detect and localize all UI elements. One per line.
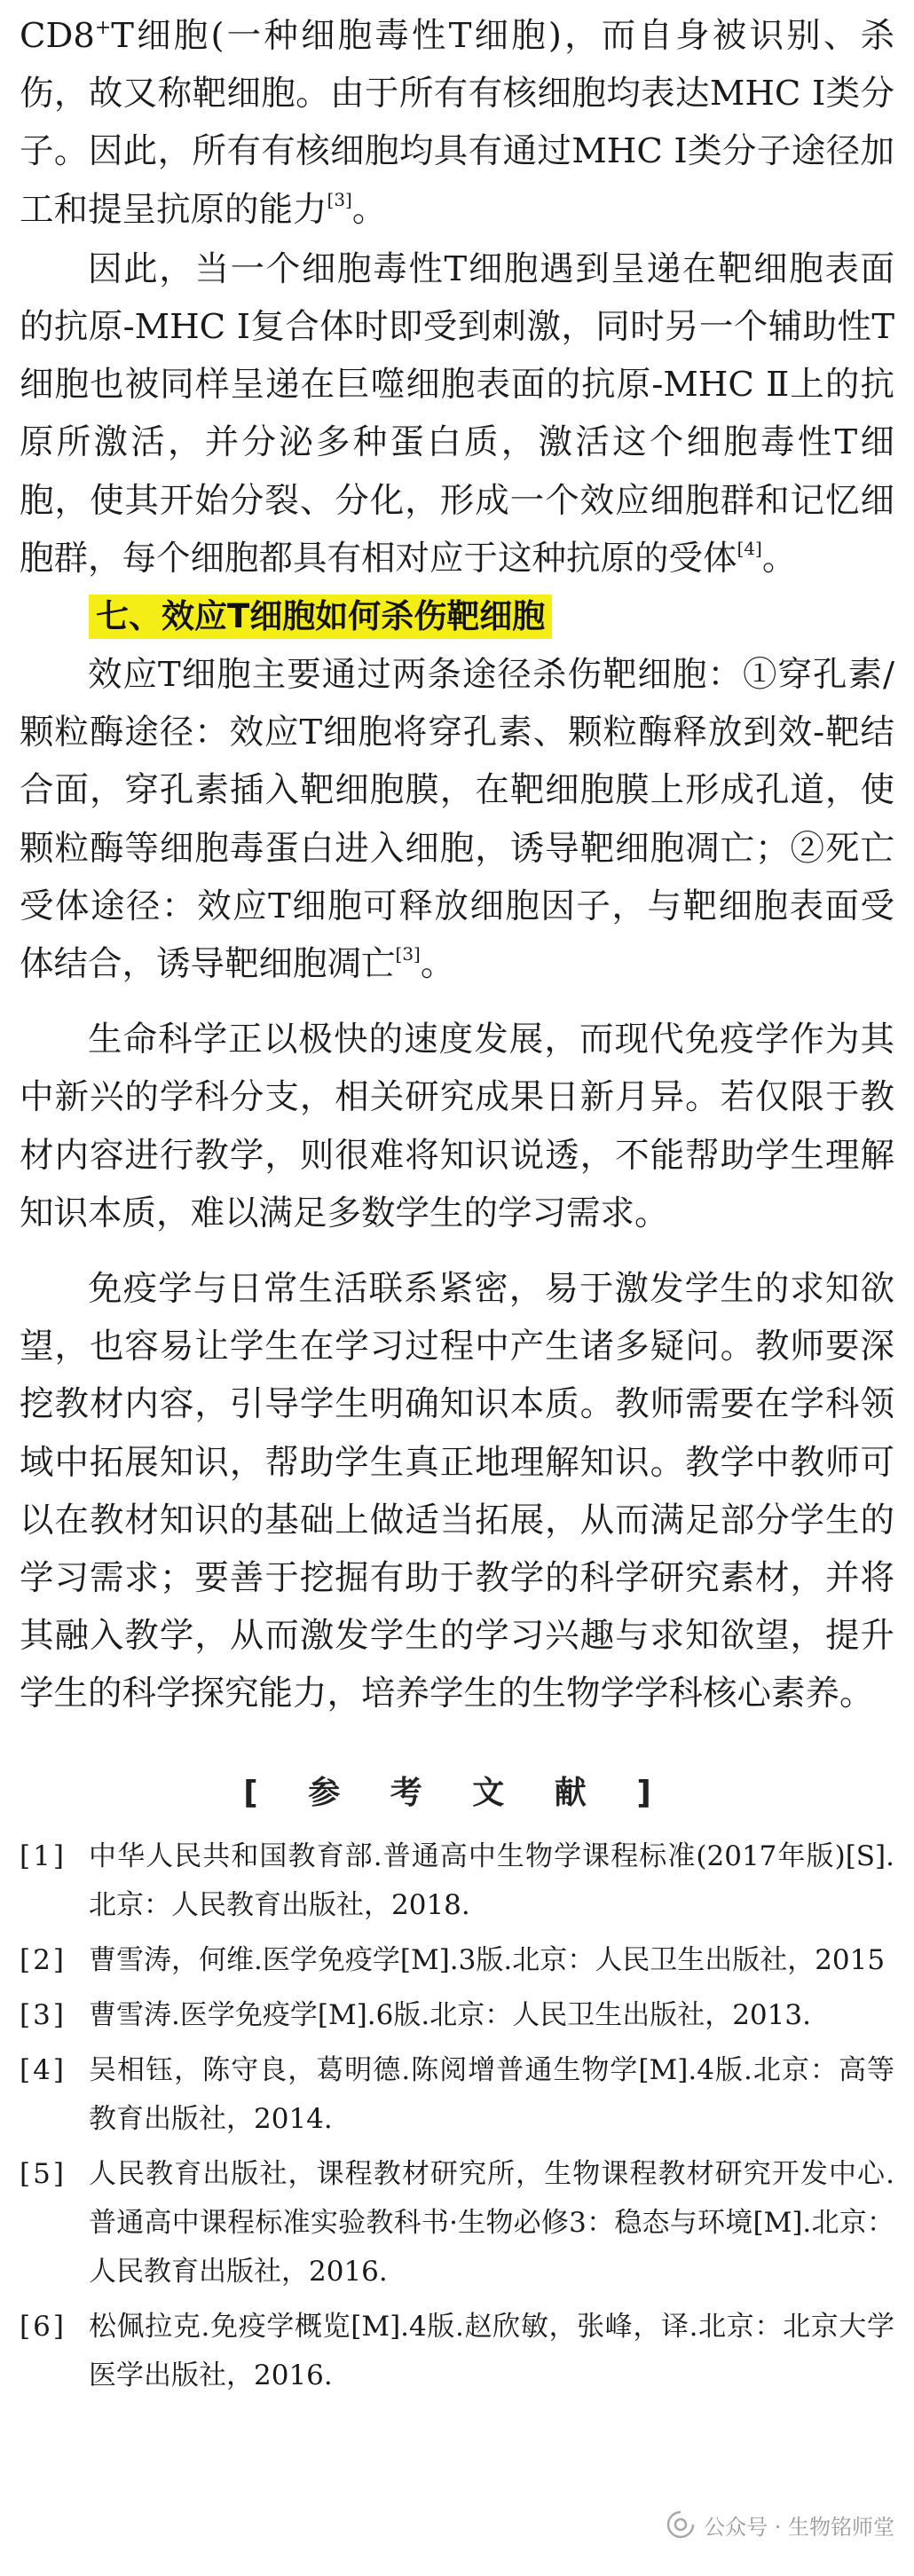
wechat-official-account-icon: [666, 2510, 695, 2539]
paragraph-3: 效应T细胞主要通过两条途径杀伤靶细胞：①穿孔素/颗粒酶途径：效应T细胞将穿孔素、颗粒酶释放到效-靶结合面，穿孔素插入靶细胞膜，在靶细胞膜上形成孔道，使颗粒酶等细胞毒蛋白进入细胞，诱导靶细胞凋亡；②死亡受体途径：效应T细胞可释放细胞因子，与靶细胞表面受体结合，诱导靶细胞凋亡[3]。: [20, 655, 894, 985]
p1-text: T细胞(一种细胞毒性T细胞)，而自身被识别、杀伤，故又称靶细胞。由于所有有核细胞均表达MHC Ⅰ类分子。因此，所有有核细胞均具有通过MHC Ⅰ类分子途径加工和提呈抗原的能力: [20, 16, 894, 230]
section-heading: 七、效应T细胞如何杀伤靶细胞: [89, 595, 552, 639]
reference-text: 人民教育出版社，课程教材研究所，生物课程教材研究开发中心.普通高中课程标准实验教科书·生物必修3：稳态与环境[M].北京：人民教育出版社，2016.: [89, 2157, 894, 2288]
references-title: [ 参 考 文 献 ]: [243, 1774, 671, 1811]
reference-number: [2]: [20, 1943, 67, 1976]
p2-text: 因此，当一个细胞毒性T细胞遇到呈递在靶细胞表面的抗原-MHC Ⅰ复合体时即受到刺激，同时另一个辅助性T细胞也被同样呈递在巨噬细胞表面的抗原-MHC Ⅱ上的抗原所激活，并分泌多种蛋白质，激活这个细胞毒性T细胞，使其开始分裂、分化，形成一个效应细胞群和记忆细胞群，每个细胞都具有相对应于这种抗原的受体: [20, 248, 894, 579]
p1-text-start: CD8: [20, 16, 95, 56]
reference-item: [20, 2046, 894, 2144]
reference-number: [5]: [20, 2157, 67, 2190]
paragraph-2: 因此，当一个细胞毒性T细胞遇到呈递在靶细胞表面的抗原-MHC Ⅰ复合体时即受到刺激，同时另一个辅助性T细胞也被同样呈递在巨噬细胞表面的抗原-MHC Ⅱ上的抗原所激活，并分泌多种蛋白质，激活这个细胞毒性T细胞，使其开始分裂、分化，形成一个效应细胞群和记忆细胞群，每个细胞都具有相对应于这种抗原的受体[4]。: [20, 248, 894, 579]
reference-number: [1]: [20, 1839, 67, 1872]
paragraph-4: 生命科学正以极快的速度发展，而现代免疫学作为其中新兴的学科分支，相关研究成果日新月异。若仅限于教材内容进行教学，则很难将知识说透，不能帮助学生理解知识本质，难以满足多数学生的学习需求。: [20, 1020, 894, 1233]
article-page: [20, 7, 894, 2407]
citation-3[interactable]: [3]: [327, 188, 352, 210]
reference-item: [20, 1832, 894, 1930]
p1-superscript: +: [94, 17, 112, 39]
reference-text: 曹雪涛.医学免疫学[M].6版.北京：人民卫生出版社，2013.: [89, 1998, 811, 2031]
reference-item: [20, 1936, 894, 1985]
reference-text: 中华人民共和国教育部.普通高中生物学课程标准(2017年版)[S].北京：人民教育出版社，2018.: [89, 1839, 894, 1921]
reference-text: 松佩拉克.免疫学概览[M].4版.赵欣敏，张峰，译.北京：北京大学医学出版社，2016.: [89, 2310, 894, 2391]
citation-3[interactable]: [3]: [395, 943, 421, 965]
reference-item: [20, 2150, 894, 2296]
p3-text: 效应T细胞主要通过两条途径杀伤靶细胞：①穿孔素/颗粒酶途径：效应T细胞将穿孔素、颗粒酶释放到效-靶结合面，穿孔素插入靶细胞膜，在靶细胞膜上形成孔道，使颗粒酶等细胞毒蛋白进入细胞，诱导靶细胞凋亡；②死亡受体途径：效应T细胞可释放细胞因子，与靶细胞表面受体结合，诱导靶细胞凋亡: [20, 655, 894, 985]
watermark-text: 公众号 · 生物铭师堂: [704, 2514, 894, 2540]
reference-list: [20, 1832, 894, 2400]
reference-item: [20, 1991, 894, 2040]
watermark: [661, 2507, 894, 2542]
citation-4[interactable]: [4]: [737, 537, 762, 559]
reference-number: [3]: [20, 1998, 67, 2031]
reference-number: [4]: [20, 2053, 67, 2086]
paragraph-1: CD8+T细胞(一种细胞毒性T细胞)，而自身被识别、杀伤，故又称靶细胞。由于所有有核细胞均表达MHC Ⅰ类分子。因此，所有有核细胞均具有通过MHC Ⅰ类分子途径加工和提呈抗原的能力[3]。: [20, 16, 894, 230]
section-heading-block: [20, 591, 894, 642]
reference-item: [20, 2303, 894, 2400]
reference-number: [6]: [20, 2310, 67, 2343]
paragraph-5: 免疫学与日常生活联系紧密，易于激发学生的求知欲望，也容易让学生在学习过程中产生诸多疑问。教师要深挖教材内容，引导学生明确知识本质。教师需要在学科领域中拓展知识，帮助学生真正地理解知识。教学中教师可以在教材知识的基础上做适当拓展，从而满足部分学生的学习需求；要善于挖掘有助于教学的科学研究素材，并将其融入教学，从而激发学生的学习兴趣与求知欲望，提升学生的科学探究能力，培养学生的生物学学科核心素养。: [20, 1269, 894, 1714]
reference-text: 曹雪涛，何维.医学免疫学[M].3版.北京：人民卫生出版社，2015: [89, 1943, 886, 1976]
reference-text: 吴相钰，陈守良，葛明德.陈阅增普通生物学[M].4版.北京：高等教育出版社，2014.: [89, 2053, 894, 2135]
